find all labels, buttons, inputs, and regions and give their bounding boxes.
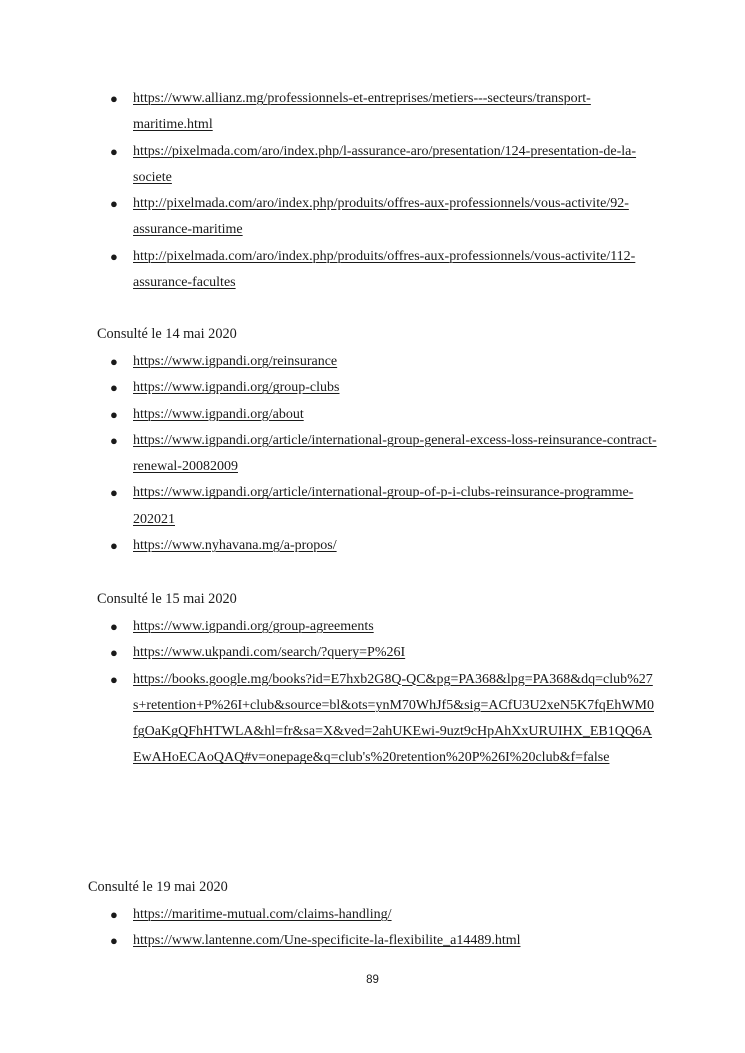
list-item <box>0 139 658 192</box>
page-number: 89 <box>366 974 379 986</box>
reference-link[interactable]: https://www.allianz.mg/professionnels-et-entreprises/metiers---secteurs/transport-maritime.html <box>133 91 591 133</box>
list-item <box>0 640 658 666</box>
list-item <box>0 349 658 375</box>
consultation-date-heading: Consulté le 14 mai 2020 <box>97 326 237 342</box>
list-item <box>0 902 658 928</box>
list-item <box>0 402 658 428</box>
consultation-date-heading: Consulté le 15 mai 2020 <box>97 591 237 607</box>
bullet-icon: ● <box>110 432 118 448</box>
bullet-icon: ● <box>110 485 118 501</box>
list-item <box>0 244 658 297</box>
reference-link[interactable]: https://www.nyhavana.mg/a-propos/ <box>133 538 337 554</box>
bullet-icon: ● <box>110 538 118 554</box>
list-item <box>0 191 658 244</box>
reference-link[interactable]: https://maritime-mutual.com/claims-handling/ <box>133 907 392 922</box>
bullet-icon: ● <box>110 248 118 264</box>
list-item <box>0 533 658 559</box>
reference-link[interactable]: https://www.igpandi.org/group-clubs <box>133 380 340 396</box>
reference-link[interactable]: https://www.igpandi.org/group-agreements <box>133 619 374 634</box>
reference-link[interactable]: https://pixelmada.com/aro/index.php/l-assurance-aro/presentation/124-presentation-de-la-societe <box>133 143 637 185</box>
bullet-icon: ● <box>110 907 118 922</box>
reference-list-3 <box>0 614 658 772</box>
list-item <box>0 928 658 954</box>
bullet-icon: ● <box>110 143 118 159</box>
bullet-icon: ● <box>110 645 118 661</box>
reference-link[interactable]: http://pixelmada.com/aro/index.php/produits/offres-aux-professionnels/vous-activite/92-assurance-maritime <box>133 196 629 238</box>
list-item <box>0 375 658 401</box>
reference-link[interactable]: https://books.google.mg/books?id=E7hxb2G8Q-QC&pg=PA368&lpg=PA368&dq=club%27s+retention+P%26I+club&source=bl&ots=ynM70WhJf5&sig=ACfU3U2xeN5K7fqEhWM0fgOaKgQFhHTWLA&hl=fr&sa=X&ved=2ahUKEwi-9uzt9cHpAhXxURUIHX_EB1QQ6AEwAHoECAoQAQ#v=onepage&q=club's%20retention%20P%26I%20club&f=false <box>133 671 654 766</box>
list-item <box>0 428 658 481</box>
bullet-icon: ● <box>110 671 118 687</box>
list-item <box>0 667 658 772</box>
bullet-icon: ● <box>110 354 118 369</box>
bullet-icon: ● <box>110 91 118 106</box>
list-item <box>0 614 658 640</box>
reference-link[interactable]: https://www.igpandi.org/reinsurance <box>133 354 338 369</box>
reference-link[interactable]: https://www.igpandi.org/about <box>133 406 304 422</box>
reference-link[interactable]: https://www.lantenne.com/Une-specificite-la-flexibilite_a14489.html <box>133 933 521 949</box>
bullet-icon: ● <box>110 380 118 396</box>
reference-list-2 <box>0 349 658 559</box>
bullet-icon: ● <box>110 619 118 634</box>
consultation-date-heading: Consulté le 19 mai 2020 <box>88 879 228 895</box>
reference-link[interactable]: https://www.igpandi.org/article/international-group-general-excess-loss-reinsurance-contract-renewal-20082009 <box>133 432 657 475</box>
reference-list-4 <box>0 902 658 955</box>
bullet-icon: ● <box>110 196 118 212</box>
list-item <box>0 480 658 533</box>
reference-list-1 <box>0 86 658 296</box>
reference-link[interactable]: https://www.igpandi.org/article/international-group-of-p-i-clubs-reinsurance-programme-202021 <box>133 485 634 527</box>
bullet-icon: ● <box>110 406 118 422</box>
reference-link[interactable]: http://pixelmada.com/aro/index.php/produits/offres-aux-professionnels/vous-activite/112-assurance-facultes <box>133 248 636 291</box>
bullet-icon: ● <box>110 933 118 949</box>
reference-link[interactable]: https://www.ukpandi.com/search/?query=P%26I <box>133 645 406 661</box>
list-item <box>0 86 658 139</box>
